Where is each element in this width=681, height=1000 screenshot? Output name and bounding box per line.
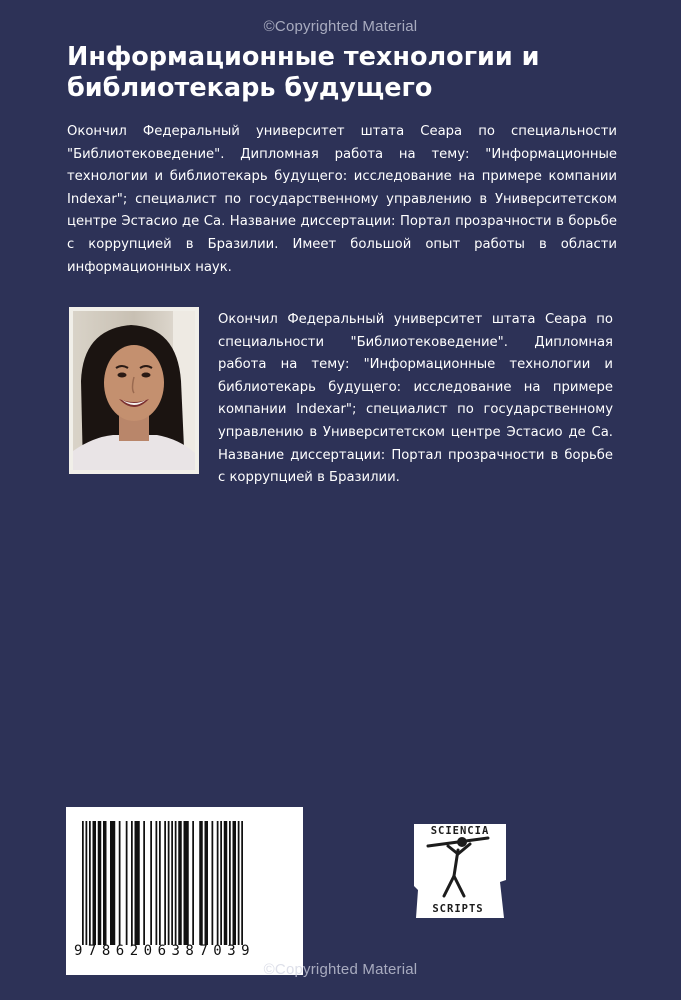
barcode-bar: [241, 821, 243, 945]
isbn-number: 9786206387039: [74, 943, 256, 959]
barcode-bar: [192, 821, 194, 945]
barcode-bar: [164, 821, 166, 945]
barcode-bar: [156, 821, 158, 945]
barcode-bar: [82, 821, 84, 945]
barcode-bar: [199, 821, 203, 945]
barcode-bar: [205, 821, 209, 945]
barcode-bar: [238, 821, 240, 945]
barcode-bar: [131, 821, 133, 945]
copyright-watermark-top: ©Copyrighted Material: [263, 18, 418, 35]
barcode-bar: [119, 821, 121, 945]
barcode-bar: [233, 821, 237, 945]
author-bio-main: Окончил Федеральный университет штата Сеара по специальности "Библиотековедение". Дипломная работа на тему: "Информационные технологии и библиотекарь будущего: исследование на примере компании Indexar"; специалист по государственному управлению в Университетском центре Эстасио де Са. Название диссертации: Портал прозрачности в борьбе с коррупцией в Бразилии. Имеет большой опыт работы в области информационных наук.: [67, 124, 617, 275]
author-bio-side: Окончил Федеральный университет штата Сеара по специальности "Библиотековедение". Дипломная работа на тему: "Информационные технологии и библиотекарь будущего: исследование на примере компании Indexar"; специалист по государственному управлению в Университетском центре Эстасио де Са. Название диссертации: Портал прозрачности в борьбе с коррупцией в Бразилии.: [218, 312, 613, 486]
publisher-logo: [410, 820, 510, 920]
barcode-bar: [110, 821, 115, 945]
barcode-bar: [217, 821, 219, 945]
barcode-bar: [220, 821, 222, 945]
barcode-bar: [93, 821, 97, 945]
isbn-barcode: [66, 807, 303, 975]
barcode-bar: [175, 821, 177, 945]
book-title: Информационные технологии и библиотекарь будущего: [67, 42, 540, 103]
barcode-bar: [229, 821, 231, 945]
barcode-bar: [184, 821, 189, 945]
barcode-bar: [168, 821, 170, 945]
barcode-bar: [212, 821, 214, 945]
publisher-name-line2: SCRIPTS: [432, 903, 484, 915]
barcode-bar: [86, 821, 88, 945]
barcode-bar: [89, 821, 91, 945]
barcode-bar: [178, 821, 182, 945]
barcode-bar: [135, 821, 140, 945]
barcode-bar: [171, 821, 173, 945]
barcode-bar: [159, 821, 161, 945]
barcode-bars: [78, 821, 291, 945]
barcode-bar: [143, 821, 145, 945]
barcode-bar: [98, 821, 102, 945]
barcode-bar: [126, 821, 128, 945]
barcode-bar: [224, 821, 228, 945]
barcode-bar: [103, 821, 107, 945]
publisher-name-line1: SCIENCIA: [430, 825, 490, 837]
barcode-bar: [150, 821, 152, 945]
copyright-watermark-bottom: ©Copyrighted Material: [263, 961, 418, 978]
author-photo: [69, 307, 199, 474]
